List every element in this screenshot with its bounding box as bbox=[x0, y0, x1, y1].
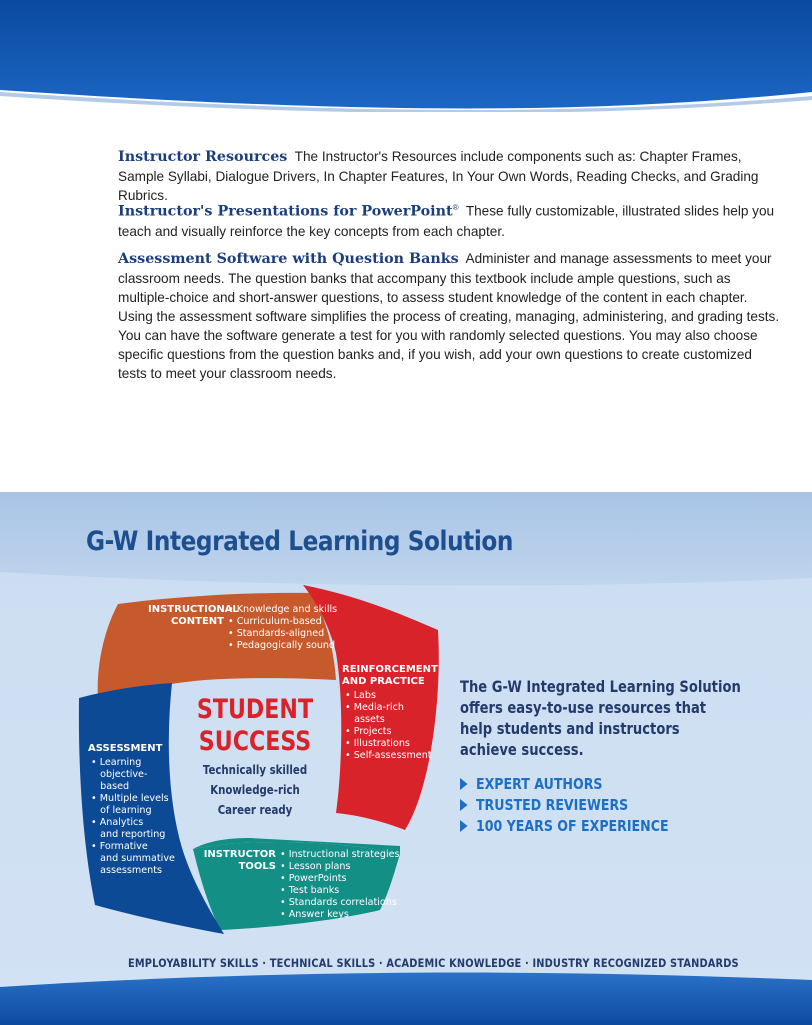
ils-bullets bbox=[460, 774, 708, 837]
list-item: • Self-assessment bbox=[345, 750, 432, 761]
student-success-subtext: Technically skilled Knowledge-rich Career ready bbox=[202, 763, 308, 817]
presentations-heading: Instructor's Presentations for PowerPoint bbox=[118, 203, 453, 220]
list-item: 100 YEARS OF EXPERIENCE bbox=[460, 816, 669, 837]
instructional-content-list bbox=[228, 604, 337, 652]
list-item: • Analytics bbox=[91, 817, 144, 828]
list-item: • Media-rich bbox=[345, 702, 404, 713]
list-item: objective- bbox=[91, 769, 148, 780]
triangle-bullet-icon bbox=[460, 820, 468, 832]
list-item: • Standards-aligned bbox=[228, 628, 325, 639]
top-blue-band bbox=[0, 0, 812, 112]
assessment-software-heading: Assessment Software with Question Banks bbox=[118, 251, 459, 267]
assessment-software-text: Administer and manage assessments to meet your classroom needs. The question banks that accompany this textbook include ample questions, such as multiple-choice and short-answer questions, to assess student knowledge of the content in each chapter. Using the assessment software simplifies the process of creating, managing, administering, and grading tests. You can have the software generate a test for you with randomly selected questions. You may also choose specific questions from the question banks and, if you wish, add your own questions to create customized tests to meet your classroom needs. bbox=[118, 251, 780, 381]
list-item: TRUSTED REVIEWERS bbox=[460, 795, 669, 816]
instructor-resources-paragraph bbox=[118, 147, 783, 205]
presentations-paragraph bbox=[118, 198, 783, 241]
instructor-resources-heading: Instructor Resources bbox=[118, 149, 288, 165]
list-item: • Labs bbox=[345, 690, 377, 701]
presentations-text: These fully customizable, illustrated slides help you teach and visually reinforce the key concepts from each chapter. bbox=[118, 203, 775, 239]
instructor-resources-text: The Instructor's Resources include components such as: Chapter Frames, Sample Syllabi, Dialogue Drivers, In Chapter Features, In Your Own Words, Reading Checks, and Grading Rubrics. bbox=[118, 149, 759, 203]
list-item: based bbox=[91, 781, 130, 792]
list-item: • Projects bbox=[345, 726, 392, 737]
list-item: • Multiple levels bbox=[91, 793, 169, 804]
list-item: • Formative bbox=[91, 841, 148, 852]
list-item: • Curriculum-based bbox=[228, 616, 322, 627]
list-item: EXPERT AUTHORS bbox=[460, 774, 669, 795]
list-item: • Pedagogically sound bbox=[228, 640, 336, 651]
reinforcement-label: REINFORCEMENT AND PRACTICE bbox=[342, 664, 438, 687]
list-item: • Learning bbox=[91, 757, 142, 768]
list-item: • PowerPoints bbox=[280, 873, 347, 884]
ils-tagline: The G-W Integrated Learning Solution offers easy-to-use resources that help students and instructors achieve success. bbox=[460, 677, 741, 759]
instructor-tools-label: INSTRUCTOR TOOLS bbox=[203, 849, 276, 872]
instructional-content-label: INSTRUCTIONAL CONTENT bbox=[148, 604, 239, 627]
list-item: assets bbox=[345, 714, 385, 725]
student-success-heading: STUDENT SUCCESS bbox=[196, 694, 314, 757]
triangle-bullet-icon bbox=[460, 778, 468, 790]
list-item: and summative bbox=[91, 853, 175, 864]
list-item: • Answer keys bbox=[280, 909, 349, 920]
instructor-tools-list bbox=[280, 849, 400, 921]
ils-footer-standards: EMPLOYABILITY SKILLS · TECHNICAL SKILLS · ACADEMIC KNOWLEDGE · INDUSTRY RECOGNIZED STANDARDS bbox=[128, 956, 739, 970]
assessment-list bbox=[91, 757, 175, 877]
list-item: • Standards correlations bbox=[280, 897, 397, 908]
list-item: of learning bbox=[91, 805, 152, 816]
list-item: • Instructional strategies bbox=[280, 849, 400, 860]
list-item: assessments bbox=[91, 865, 163, 876]
list-item: • Illustrations bbox=[345, 738, 410, 749]
triangle-bullet-icon bbox=[460, 799, 468, 811]
reinforcement-list bbox=[345, 690, 432, 762]
assessment-software-paragraph bbox=[118, 249, 783, 383]
list-item: and reporting bbox=[91, 829, 166, 840]
list-item: • Test banks bbox=[280, 885, 340, 896]
ils-title: G-W Integrated Learning Solution bbox=[86, 526, 514, 557]
list-item: • Lesson plans bbox=[280, 861, 351, 872]
registered-mark: ® bbox=[452, 203, 459, 212]
assessment-label: ASSESSMENT bbox=[88, 743, 163, 754]
list-item: • Knowledge and skills bbox=[228, 604, 338, 615]
